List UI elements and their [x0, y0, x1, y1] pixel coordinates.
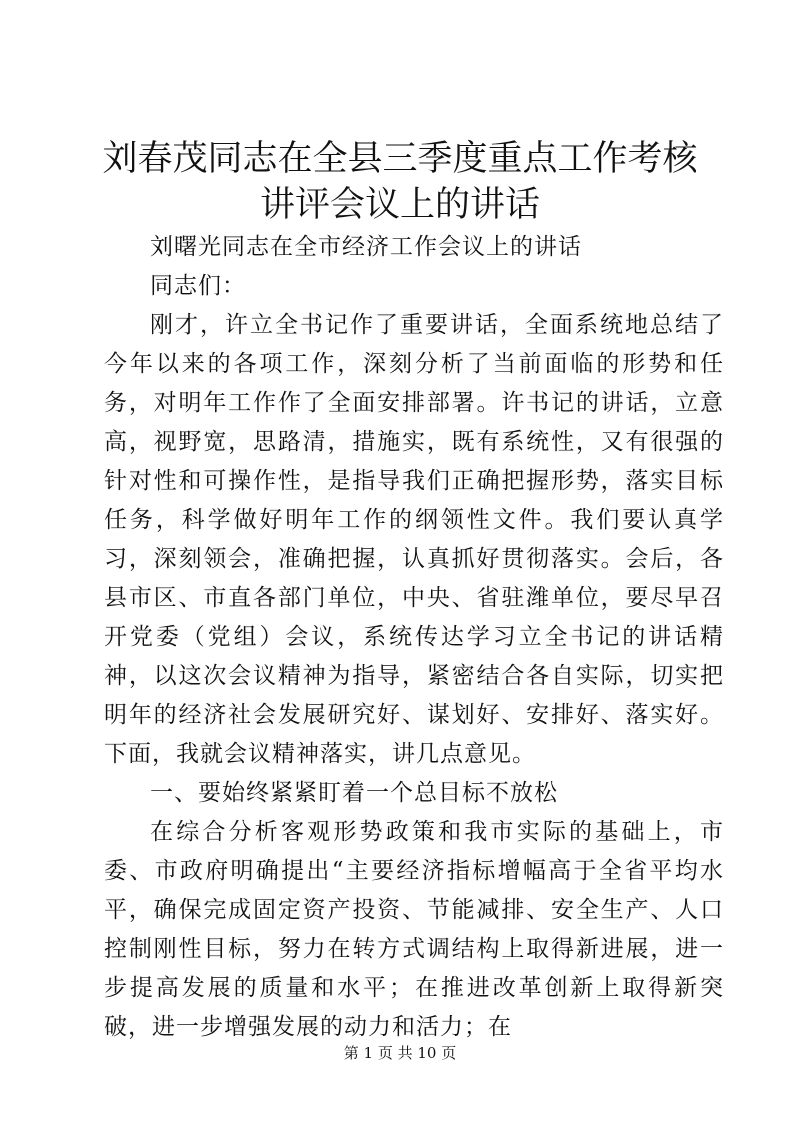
salutation-paragraph: 同志们： [150, 273, 246, 299]
body-paragraph: 刚才，许立全书记作了重要讲话，全面系统地总结了今年以来的各项工作，深刻分析了当前面临的形势和任务，对明年工作作了全面安排部署。许书记的讲话，立意高，视野宽，思路清，措施实，既有系统性，又有很强的针对性和可操作性，是指导我们正确把握形势，落实目标任务，科学做好明年工作的纲领性文件。我们要认真学习，深刻领会，准确把握，认真抓好贯彻落实。会后，各县市区、市直各部门单位，中央、省驻潍单位，要尽早召开党委（党组）会议，系统传达学习立全书记的讲话精神，以这次会议精神为指导，紧密结合各自实际，切实把明年的经济社会发展研究好、谋划好、安排好、落实好。下面，我就会议精神落实，讲几点意见。 [104, 312, 724, 767]
section-heading: 一、要始终紧紧盯着一个总目标不放松 [150, 780, 558, 806]
subtitle-paragraph: 刘曙光同志在全市经济工作会议上的讲话 [150, 234, 582, 260]
document-title: 刘春茂同志在全县三季度重点工作考核讲评会议上的讲话 [102, 139, 698, 225]
body-paragraph: 在综合分析客观形势政策和我市实际的基础上，市委、市政府明确提出“主要经济指标增幅高于全省平均水平，确保完成固定资产投资、节能减排、安全生产、人口控制刚性目标，努力在转方式调结构上取得新进展，进一步提高发展的质量和水平；在推进改革创新上取得新突破，进一步增强发展的动力和活力；在 [104, 819, 724, 1040]
document-body [104, 228, 724, 1047]
page-number-footer: 第 1 页 共 10 页 [343, 1044, 457, 1062]
